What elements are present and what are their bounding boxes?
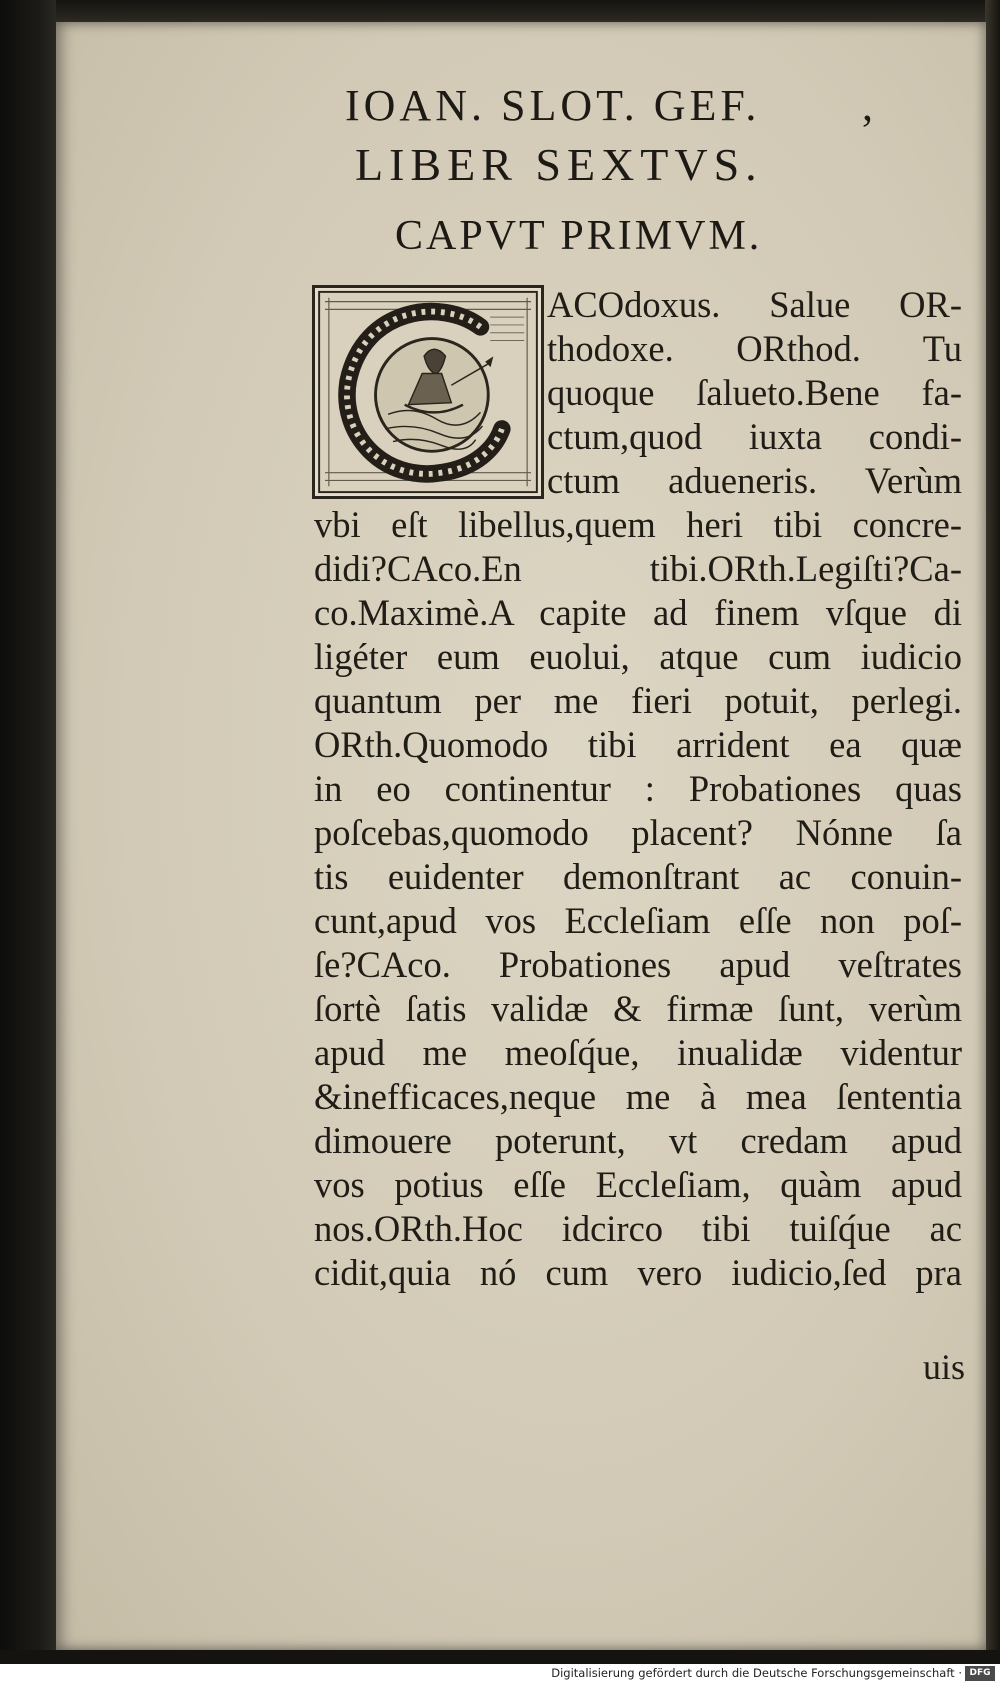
digitization-footer [0, 1664, 1000, 1683]
text-line: co.Maximè.A capite ad finem vſque di [314, 592, 962, 633]
chapter-title: CAPVT PRIMVM. [395, 213, 763, 259]
book-cover-right-edge [985, 0, 1000, 1683]
text-line: apud me meoſq́ue, inualidæ videntur [314, 1032, 962, 1073]
woodcut-illustration [315, 288, 541, 496]
digitization-credit: Digitalisierung gefördert durch die Deutsche Forschungsgemeinschaft · [551, 1666, 962, 1680]
folio-mark: , [862, 81, 873, 130]
catchword: uis [922, 1347, 965, 1387]
text-line: didi?CAco.En tibi.ORth.Legiſti?Ca- [314, 548, 962, 589]
text-line: ctum,quod iuxta condi- [547, 416, 962, 457]
text-line: dimouere poterunt, vt credam apud [314, 1120, 962, 1161]
book-cover-top-edge [56, 0, 986, 22]
book-cover-left-edge [0, 0, 56, 1683]
text-line: tis euidenter demonſtrant ac conuin- [314, 856, 962, 897]
text-line: quoque ſalueto.Bene fa- [547, 372, 962, 413]
text-line: ORth.Quomodo tibi arrident ea quæ [314, 724, 962, 765]
text-line: vbi eſt libellus,quem heri tibi concre- [314, 504, 962, 545]
text-line: ctum adueneris. Verùm [547, 460, 962, 501]
book-cover-bottom-edge [0, 1650, 1000, 1664]
text-line: vos potius eſſe Eccleſiam, quàm apud [314, 1164, 962, 1205]
text-line: in eo continentur : Probationes quas [314, 768, 962, 809]
text-line: cunt,apud vos Eccleſiam eſſe non poſ- [314, 900, 962, 941]
dfg-logo: DFG [965, 1666, 995, 1681]
text-line: ſe?CAco. Probationes apud veſtrates [314, 944, 962, 985]
text-line: &inefficaces,neque me à mea ſententia [314, 1076, 962, 1117]
text-line: thodoxe. ORthod. Tu [547, 328, 962, 369]
running-head: IOAN. SLOT. GEF. [345, 81, 761, 130]
decorated-initial-c-woodcut-icon [312, 285, 544, 499]
text-line: ſortè ſatis validæ & firmæ ſunt, verùm [314, 988, 962, 1029]
text-line: quantum per me fieri potuit, perlegi. [314, 680, 962, 721]
text-line: poſcebas,quomodo placent? Nónne ſa [314, 812, 962, 853]
text-line: ACOdoxus. Salue OR- [547, 284, 962, 325]
text-line: cidit,quia nó cum vero iudicio,ſed pra [314, 1252, 962, 1293]
text-line: nos.ORth.Hoc idcirco tibi tuiſq́ue ac [314, 1208, 962, 1249]
text-line: ligéter eum euolui, atque cum iudicio [314, 636, 962, 677]
book-title: LIBER SEXTVS. [355, 139, 763, 190]
